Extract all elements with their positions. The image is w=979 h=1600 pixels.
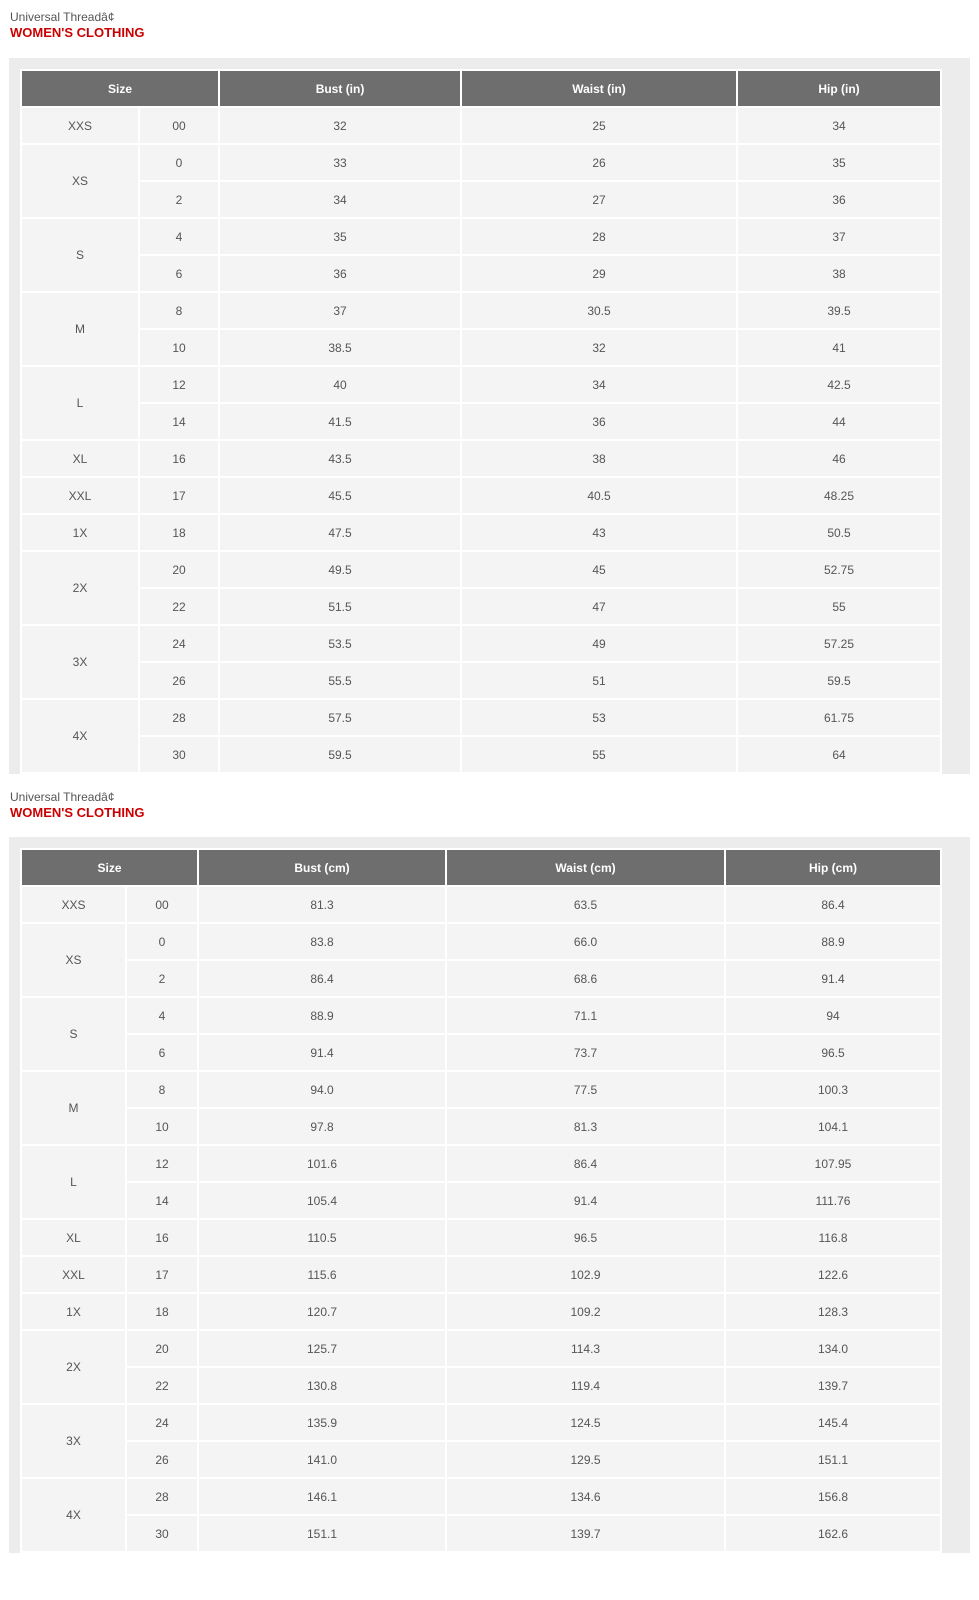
- table-panel: [9, 837, 970, 1553]
- hip-cell: 42.5: [737, 366, 941, 403]
- bust-cell: 49.5: [219, 551, 461, 588]
- column-header: Hip (in): [737, 70, 941, 107]
- numeric-size-cell: 0: [139, 144, 219, 181]
- numeric-size-cell: 30: [139, 736, 219, 773]
- bust-cell: 91.4: [198, 1034, 446, 1071]
- table-row: [21, 366, 941, 403]
- size-table-cm: [20, 848, 942, 1553]
- bust-cell: 32: [219, 107, 461, 144]
- hip-cell: 94: [725, 997, 941, 1034]
- hip-cell: 134.0: [725, 1330, 941, 1367]
- table-row: [21, 107, 941, 144]
- numeric-size-cell: 00: [139, 107, 219, 144]
- numeric-size-cell: 10: [139, 329, 219, 366]
- table-row: [21, 1478, 941, 1515]
- hip-cell: 156.8: [725, 1478, 941, 1515]
- hip-cell: 145.4: [725, 1404, 941, 1441]
- waist-cell: 114.3: [446, 1330, 725, 1367]
- bust-cell: 115.6: [198, 1256, 446, 1293]
- hip-cell: 38: [737, 255, 941, 292]
- hip-cell: 34: [737, 107, 941, 144]
- table-row: [21, 699, 941, 736]
- bust-cell: 105.4: [198, 1182, 446, 1219]
- waist-cell: 47: [461, 588, 737, 625]
- numeric-size-cell: 28: [126, 1478, 198, 1515]
- table-row: [21, 1256, 941, 1293]
- table-row: [21, 551, 941, 588]
- size-label-cell: M: [21, 1071, 126, 1145]
- bust-cell: 34: [219, 181, 461, 218]
- numeric-size-cell: 20: [126, 1330, 198, 1367]
- column-header: Waist (cm): [446, 849, 725, 886]
- column-header: Waist (in): [461, 70, 737, 107]
- numeric-size-cell: 14: [126, 1182, 198, 1219]
- numeric-size-cell: 20: [139, 551, 219, 588]
- column-header: Bust (in): [219, 70, 461, 107]
- hip-cell: 37: [737, 218, 941, 255]
- waist-cell: 134.6: [446, 1478, 725, 1515]
- bust-cell: 55.5: [219, 662, 461, 699]
- hip-cell: 44: [737, 403, 941, 440]
- numeric-size-cell: 17: [126, 1256, 198, 1293]
- waist-cell: 73.7: [446, 1034, 725, 1071]
- size-label-cell: 4X: [21, 699, 139, 773]
- numeric-size-cell: 4: [139, 218, 219, 255]
- table-row: [21, 625, 941, 662]
- size-label-cell: XXL: [21, 1256, 126, 1293]
- header-row: [21, 70, 941, 107]
- waist-cell: 27: [461, 181, 737, 218]
- waist-cell: 66.0: [446, 923, 725, 960]
- waist-cell: 43: [461, 514, 737, 551]
- table-row: [21, 886, 941, 923]
- bust-cell: 88.9: [198, 997, 446, 1034]
- header-row: [21, 849, 941, 886]
- bust-cell: 37: [219, 292, 461, 329]
- hip-cell: 59.5: [737, 662, 941, 699]
- numeric-size-cell: 8: [126, 1071, 198, 1108]
- bust-cell: 40: [219, 366, 461, 403]
- column-header: Bust (cm): [198, 849, 446, 886]
- size-label-cell: 2X: [21, 551, 139, 625]
- waist-cell: 29: [461, 255, 737, 292]
- brand-name: Universal Threadâ¢: [10, 10, 115, 24]
- waist-cell: 28: [461, 218, 737, 255]
- numeric-size-cell: 24: [139, 625, 219, 662]
- waist-cell: 63.5: [446, 886, 725, 923]
- bust-cell: 141.0: [198, 1441, 446, 1478]
- waist-cell: 40.5: [461, 477, 737, 514]
- size-label-cell: 3X: [21, 625, 139, 699]
- waist-cell: 25: [461, 107, 737, 144]
- bust-cell: 59.5: [219, 736, 461, 773]
- bust-cell: 125.7: [198, 1330, 446, 1367]
- table-row: [21, 440, 941, 477]
- table-row: [21, 1108, 941, 1145]
- bust-cell: 38.5: [219, 329, 461, 366]
- section-title: WOMEN'S CLOTHING: [10, 25, 145, 40]
- waist-cell: 86.4: [446, 1145, 725, 1182]
- bust-cell: 135.9: [198, 1404, 446, 1441]
- waist-cell: 102.9: [446, 1256, 725, 1293]
- table-row: [21, 144, 941, 181]
- table-row: [21, 1330, 941, 1367]
- size-label-cell: 2X: [21, 1330, 126, 1404]
- numeric-size-cell: 26: [126, 1441, 198, 1478]
- numeric-size-cell: 10: [126, 1108, 198, 1145]
- size-label-cell: XS: [21, 144, 139, 218]
- table-row: [21, 1071, 941, 1108]
- size-table-inches: [20, 69, 942, 774]
- table-row: [21, 1293, 941, 1330]
- size-label-cell: 4X: [21, 1478, 126, 1552]
- size-label-cell: S: [21, 997, 126, 1071]
- size-label-cell: XL: [21, 440, 139, 477]
- size-label-cell: S: [21, 218, 139, 292]
- size-label-cell: XXS: [21, 886, 126, 923]
- bust-cell: 35: [219, 218, 461, 255]
- waist-cell: 49: [461, 625, 737, 662]
- waist-cell: 124.5: [446, 1404, 725, 1441]
- hip-cell: 36: [737, 181, 941, 218]
- hip-cell: 41: [737, 329, 941, 366]
- waist-cell: 77.5: [446, 1071, 725, 1108]
- bust-cell: 41.5: [219, 403, 461, 440]
- table-row: [21, 255, 941, 292]
- hip-cell: 50.5: [737, 514, 941, 551]
- numeric-size-cell: 22: [126, 1367, 198, 1404]
- hip-cell: 128.3: [725, 1293, 941, 1330]
- table-row: [21, 1034, 941, 1071]
- section-title: WOMEN'S CLOTHING: [10, 805, 145, 820]
- waist-cell: 91.4: [446, 1182, 725, 1219]
- numeric-size-cell: 18: [126, 1293, 198, 1330]
- waist-cell: 129.5: [446, 1441, 725, 1478]
- numeric-size-cell: 28: [139, 699, 219, 736]
- bust-cell: 45.5: [219, 477, 461, 514]
- bust-cell: 33: [219, 144, 461, 181]
- waist-cell: 26: [461, 144, 737, 181]
- hip-cell: 91.4: [725, 960, 941, 997]
- table-row: [21, 1145, 941, 1182]
- table-row: [21, 662, 941, 699]
- table-row: [21, 1515, 941, 1552]
- numeric-size-cell: 6: [126, 1034, 198, 1071]
- bust-cell: 36: [219, 255, 461, 292]
- table-row: [21, 477, 941, 514]
- hip-cell: 122.6: [725, 1256, 941, 1293]
- table-row: [21, 960, 941, 997]
- waist-cell: 51: [461, 662, 737, 699]
- table-row: [21, 1441, 941, 1478]
- size-label-cell: 1X: [21, 514, 139, 551]
- table-row: [21, 923, 941, 960]
- waist-cell: 36: [461, 403, 737, 440]
- size-label-cell: 3X: [21, 1404, 126, 1478]
- numeric-size-cell: 12: [126, 1145, 198, 1182]
- size-label-cell: XL: [21, 1219, 126, 1256]
- bust-cell: 97.8: [198, 1108, 446, 1145]
- hip-cell: 100.3: [725, 1071, 941, 1108]
- brand-name: Universal Threadâ¢: [10, 790, 115, 804]
- bust-cell: 101.6: [198, 1145, 446, 1182]
- table-row: [21, 1219, 941, 1256]
- numeric-size-cell: 00: [126, 886, 198, 923]
- hip-cell: 52.75: [737, 551, 941, 588]
- waist-cell: 109.2: [446, 1293, 725, 1330]
- size-label-cell: XXL: [21, 477, 139, 514]
- hip-cell: 96.5: [725, 1034, 941, 1071]
- waist-cell: 68.6: [446, 960, 725, 997]
- table-row: [21, 403, 941, 440]
- bust-cell: 130.8: [198, 1367, 446, 1404]
- bust-cell: 51.5: [219, 588, 461, 625]
- hip-cell: 162.6: [725, 1515, 941, 1552]
- bust-cell: 83.8: [198, 923, 446, 960]
- column-header: Hip (cm): [725, 849, 941, 886]
- table-row: [21, 181, 941, 218]
- waist-cell: 34: [461, 366, 737, 403]
- table-row: [21, 1367, 941, 1404]
- waist-cell: 32: [461, 329, 737, 366]
- bust-cell: 110.5: [198, 1219, 446, 1256]
- table-row: [21, 218, 941, 255]
- waist-cell: 38: [461, 440, 737, 477]
- numeric-size-cell: 26: [139, 662, 219, 699]
- bust-cell: 47.5: [219, 514, 461, 551]
- waist-cell: 119.4: [446, 1367, 725, 1404]
- hip-cell: 104.1: [725, 1108, 941, 1145]
- bust-cell: 57.5: [219, 699, 461, 736]
- hip-cell: 139.7: [725, 1367, 941, 1404]
- bust-cell: 120.7: [198, 1293, 446, 1330]
- waist-cell: 71.1: [446, 997, 725, 1034]
- numeric-size-cell: 6: [139, 255, 219, 292]
- hip-cell: 88.9: [725, 923, 941, 960]
- size-label-cell: 1X: [21, 1293, 126, 1330]
- bust-cell: 94.0: [198, 1071, 446, 1108]
- table-row: [21, 1182, 941, 1219]
- table-row: [21, 329, 941, 366]
- column-header: Size: [21, 70, 219, 107]
- numeric-size-cell: 2: [139, 181, 219, 218]
- numeric-size-cell: 16: [139, 440, 219, 477]
- table-panel: [9, 58, 970, 774]
- hip-cell: 61.75: [737, 699, 941, 736]
- numeric-size-cell: 30: [126, 1515, 198, 1552]
- bust-cell: 43.5: [219, 440, 461, 477]
- hip-cell: 116.8: [725, 1219, 941, 1256]
- hip-cell: 57.25: [737, 625, 941, 662]
- table-row: [21, 292, 941, 329]
- hip-cell: 107.95: [725, 1145, 941, 1182]
- waist-cell: 81.3: [446, 1108, 725, 1145]
- waist-cell: 45: [461, 551, 737, 588]
- numeric-size-cell: 17: [139, 477, 219, 514]
- hip-cell: 46: [737, 440, 941, 477]
- size-label-cell: L: [21, 1145, 126, 1219]
- numeric-size-cell: 14: [139, 403, 219, 440]
- size-label-cell: M: [21, 292, 139, 366]
- bust-cell: 146.1: [198, 1478, 446, 1515]
- bust-cell: 53.5: [219, 625, 461, 662]
- table-row: [21, 1404, 941, 1441]
- hip-cell: 86.4: [725, 886, 941, 923]
- hip-cell: 64: [737, 736, 941, 773]
- hip-cell: 48.25: [737, 477, 941, 514]
- hip-cell: 151.1: [725, 1441, 941, 1478]
- bust-cell: 81.3: [198, 886, 446, 923]
- hip-cell: 39.5: [737, 292, 941, 329]
- hip-cell: 55: [737, 588, 941, 625]
- numeric-size-cell: 22: [139, 588, 219, 625]
- table-row: [21, 997, 941, 1034]
- numeric-size-cell: 2: [126, 960, 198, 997]
- bust-cell: 86.4: [198, 960, 446, 997]
- table-row: [21, 588, 941, 625]
- waist-cell: 96.5: [446, 1219, 725, 1256]
- size-label-cell: XXS: [21, 107, 139, 144]
- size-label-cell: XS: [21, 923, 126, 997]
- numeric-size-cell: 18: [139, 514, 219, 551]
- waist-cell: 30.5: [461, 292, 737, 329]
- hip-cell: 111.76: [725, 1182, 941, 1219]
- waist-cell: 139.7: [446, 1515, 725, 1552]
- numeric-size-cell: 12: [139, 366, 219, 403]
- column-header: Size: [21, 849, 198, 886]
- size-label-cell: L: [21, 366, 139, 440]
- table-row: [21, 514, 941, 551]
- numeric-size-cell: 0: [126, 923, 198, 960]
- waist-cell: 55: [461, 736, 737, 773]
- waist-cell: 53: [461, 699, 737, 736]
- numeric-size-cell: 16: [126, 1219, 198, 1256]
- numeric-size-cell: 4: [126, 997, 198, 1034]
- bust-cell: 151.1: [198, 1515, 446, 1552]
- table-row: [21, 736, 941, 773]
- hip-cell: 35: [737, 144, 941, 181]
- numeric-size-cell: 8: [139, 292, 219, 329]
- numeric-size-cell: 24: [126, 1404, 198, 1441]
